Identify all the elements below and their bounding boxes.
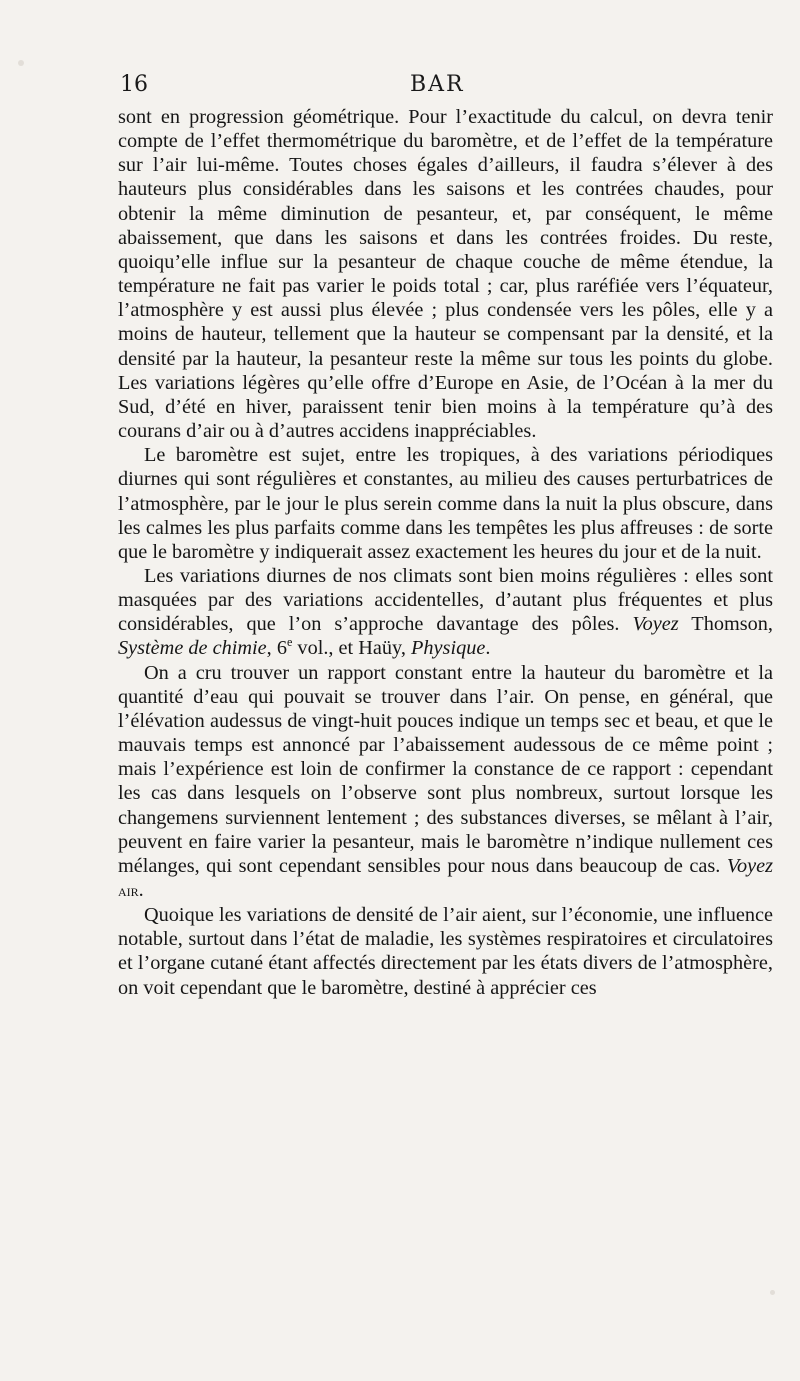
- running-head: BAR: [410, 72, 465, 97]
- voyez-reference: Voyez: [632, 613, 679, 636]
- paragraph: Quoique les variations de densité de l’air aient, sur l’économie, une influence notable, surtout dans l’état de maladie, les systèmes respiratoires et circulatoires et l’organe cutané étant affectés directement par les états divers de l’atmosphère, on voit cependant que le baromètre, destiné à apprécier ces: [118, 904, 773, 999]
- ordinal-superscript: e: [286, 635, 293, 650]
- work-title: Système de chimie: [118, 637, 267, 660]
- paragraph-text: On a cru trouver un rapport constant entre la hauteur du baromètre et la quantité d’eau qui pouvait se trouver dans l’air. On pense, en général, que l’élévation audessus de vingt-huit pouces indique un temps sec et beau, et que le mauvais temps est annoncé par l’abaissement audessous de ce même point ; mais l’expérience est loin de confirmer la constance de ce rapport : cependant les cas dans lesquels on l’observe sont plus nombreux, surtout lorsque les changemens surviennent lentement ; des substances diverses, se mêlant à l’air, peuvent en faire varier la pesanteur, mais le baromètre n’indique nullement ces mélanges, qui sont cependant sensibles pour nous dans beaucoup de cas.: [118, 661, 773, 877]
- paragraph: Le baromètre est sujet, entre les tropiques, à des variations périodiques diurnes qui sont régulières et constantes, au milieu des causes perturbatrices de l’atmosphère, par le jour le plus serein comme dans la nuit la plus obscure, dans les calmes les plus parfaits comme dans les tempêtes les plus affreuses : de sorte que le baromètre y indiquerait assez exactement les heures du jour et de la nuit.: [118, 444, 773, 563]
- paragraph: [118, 564, 773, 661]
- punctuation: .: [485, 637, 491, 660]
- paragraph-text: Les variations diurnes de nos climats sont bien moins régulières : elles sont masquées par des variations accidentelles, d’autant plus fréquentes et plus considérables, que l’on s’approche davantage des pôles.: [118, 564, 773, 636]
- body-text: [118, 105, 773, 1000]
- page-header: [120, 72, 770, 100]
- paragraph: [118, 661, 773, 904]
- author-name: Thomson,: [678, 613, 773, 636]
- volume-text: vol., et Haüy,: [292, 637, 412, 660]
- work-title: Physique: [411, 637, 486, 660]
- cross-reference: air: [118, 881, 139, 900]
- paper-stain: [18, 60, 24, 66]
- voyez-reference: Voyez: [726, 854, 773, 877]
- volume-text: , 6: [266, 637, 287, 660]
- punctuation: .: [138, 879, 144, 901]
- page-number: 16: [120, 72, 148, 97]
- paper-stain: [770, 1290, 775, 1295]
- paragraph: sont en progression géométrique. Pour l’exactitude du calcul, on devra tenir compte de l’effet thermométrique du baromètre, et de l’effet de la température sur l’air lui-même. Toutes choses égales d’ailleurs, il faudra s’élever à des hauteurs plus considérables dans les saisons et les contrées chaudes, pour obtenir la même diminution de pesanteur, et, par conséquent, le même abaissement, que dans les saisons et dans les contrées froides. Du reste, quoiqu’elle influe sur la pesanteur de chaque couche de même étendue, la température ne fait pas varier le poids total ; car, plus raréfiée vers l’équateur, l’atmosphère y est aussi plus élevée ; plus condensée vers les pôles, elle y a moins de hauteur, tellement que la hauteur se compensant par la densité, et la densité par la hauteur, la pesanteur reste la même sur tous les points du globe. Les variations légères qu’elle offre d’Europe en Asie, de l’Océan à la mer du Sud, d’été en hiver, paraissent tenir bien moins à la température qu’à des courans d’air ou à d’autres accidens inappréciables.: [118, 106, 773, 443]
